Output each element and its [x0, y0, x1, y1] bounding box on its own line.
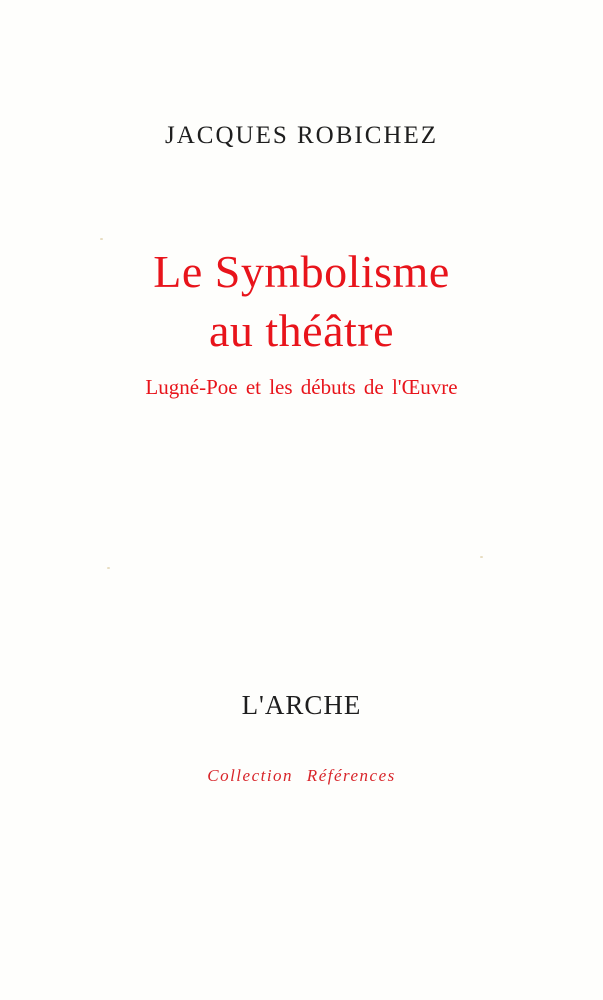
- book-title-line-1: Le Symbolisme: [153, 246, 450, 297]
- author-name: JACQUES ROBICHEZ: [165, 122, 438, 149]
- paper-speck: [480, 556, 483, 558]
- book-subtitle: Lugné-Poe et les débuts de l'Œuvre: [145, 375, 458, 399]
- book-title-line-2: au théâtre: [208, 305, 395, 356]
- paper-speck: [107, 567, 110, 569]
- paper-speck: [100, 238, 103, 240]
- collection-name: Collection Références: [207, 766, 396, 785]
- publisher-name: L'ARCHE: [241, 690, 362, 720]
